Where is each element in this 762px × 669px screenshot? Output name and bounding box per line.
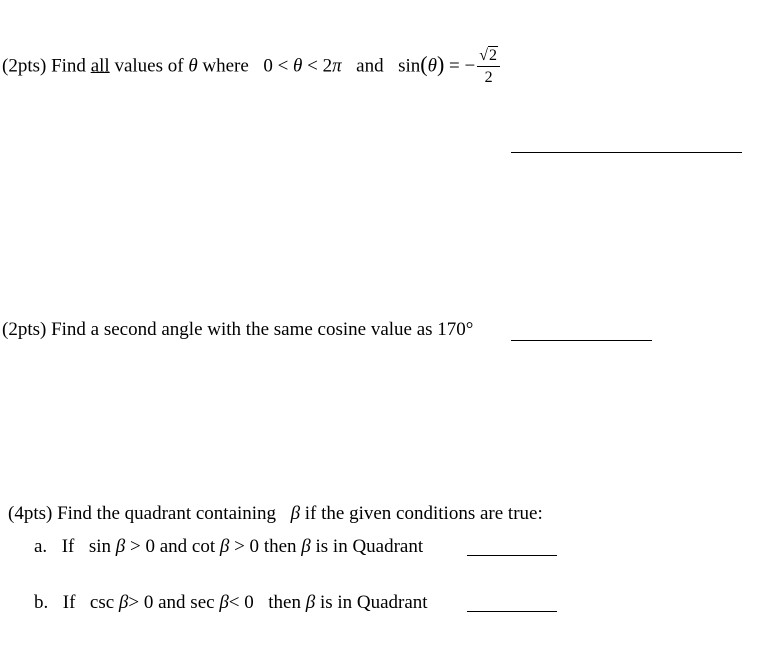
part-a-beta: β — [301, 536, 311, 557]
q3a-answer-blank[interactable] — [467, 555, 557, 556]
question-1 — [2, 48, 500, 86]
part-b-text: and — [158, 592, 186, 613]
q1-text: values of — [114, 55, 184, 77]
q1-theta: θ — [427, 55, 437, 77]
q1-inequality: 0 < — [263, 55, 289, 77]
q1-answer-blank[interactable] — [511, 152, 742, 153]
part-b-csc: csc — [89, 592, 115, 613]
q1-sin: sin — [398, 55, 421, 77]
q3-part-b — [34, 592, 428, 614]
part-a-condition: > 0 — [130, 536, 155, 557]
part-b-sec: sec — [190, 592, 215, 613]
part-b-condition: > 0 — [128, 592, 154, 613]
q1-equals: = − — [449, 55, 476, 77]
q3-text: if the given conditions are true: — [304, 503, 543, 524]
q3-text: Find the quadrant containing — [57, 503, 277, 524]
question-3 — [8, 503, 543, 525]
q2-points: (2pts) — [2, 319, 47, 340]
part-b-beta: β — [219, 592, 229, 613]
q1-theta: θ — [188, 55, 198, 77]
part-a-beta: β — [219, 536, 230, 557]
part-a-sin: sin — [88, 536, 112, 557]
q1-theta: θ — [293, 55, 303, 77]
q1-text: Find — [51, 55, 86, 77]
q3-points: (4pts) — [8, 503, 53, 524]
q2-answer-blank[interactable] — [511, 340, 652, 341]
q1-fraction — [477, 48, 500, 86]
part-a-text: then — [263, 536, 297, 557]
q2-text: Find a second angle with the same cosine value as 170° — [51, 319, 474, 340]
part-b-beta: β — [305, 592, 316, 613]
part-a-condition: > 0 — [234, 536, 260, 557]
part-a-text: If — [61, 536, 75, 557]
q1-paren: ( — [420, 51, 428, 77]
q1-inequality: < 2 — [307, 55, 333, 77]
denominator: 2 — [484, 69, 493, 86]
part-a-label: a. — [34, 536, 48, 557]
part-b-text: then — [268, 592, 301, 613]
part-a-text: is in Quadrant — [315, 536, 424, 557]
part-b-condition: < 0 — [228, 592, 254, 613]
q1-text: where — [202, 55, 249, 77]
radicand: 2 — [488, 47, 497, 64]
part-b-beta: β — [118, 592, 129, 613]
part-b-label: b. — [34, 592, 49, 613]
part-b-text: If — [62, 592, 76, 613]
q1-paren: ) — [436, 51, 445, 77]
q1-pi: π — [332, 55, 342, 77]
q1-emphasis: all — [90, 55, 110, 77]
q3b-answer-blank[interactable] — [467, 611, 557, 612]
part-b-text: is in Quadrant — [319, 592, 428, 613]
q3-beta: β — [290, 503, 301, 524]
part-a-text: and — [159, 536, 188, 557]
q1-text: and — [356, 55, 384, 77]
part-a-cot: cot — [191, 536, 216, 557]
q3-part-a — [34, 536, 423, 558]
q1-points: (2pts) — [2, 55, 47, 77]
question-2 — [2, 319, 473, 341]
part-a-beta: β — [115, 536, 126, 557]
radical-sign: √ — [479, 47, 488, 64]
